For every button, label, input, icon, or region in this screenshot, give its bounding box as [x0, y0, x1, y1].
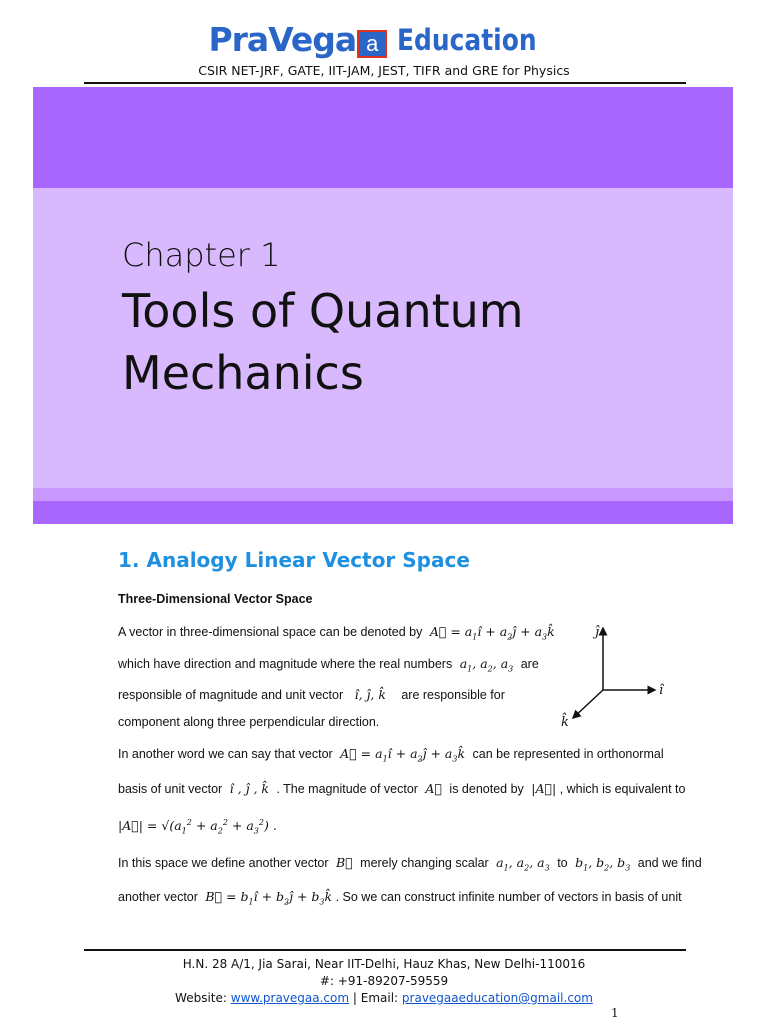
banner-light-strip: [33, 488, 733, 501]
k-label: k̂: [561, 715, 569, 730]
banner-top-band: [33, 87, 733, 188]
brand-logo-box: a: [357, 30, 387, 58]
magnitude-formula: |A⃗| = $√(a_1^2 + a_2^2 + a_3^2)$ .: [118, 818, 277, 836]
i-label: î: [659, 683, 664, 698]
footer-divider: [84, 949, 686, 951]
paragraph-line: which have direction and magnitude where the real numbers $a_1$, $a_2$, $a_3$ are: [118, 656, 539, 674]
chapter-number: Chapter 1: [122, 236, 281, 274]
k-axis: [573, 690, 603, 718]
footer-contact: Website: www.pravegaa.com | Email: pravegaaeducation@gmail.com: [175, 991, 593, 1005]
vector-a-expression: A⃗ = $a_1î$ + $a_2ĵ$ + $a_3k̂$: [425, 624, 555, 642]
j-label: ĵ: [595, 625, 600, 640]
page-number: 1: [611, 1006, 619, 1020]
paragraph-line: another vector B⃗ = $b_1î$ + $b_2ĵ$ + $b_3k̂$ . So we can construct infinite number of vectors in basis of unit: [118, 889, 682, 907]
website-link[interactable]: www.pravegaa.com: [230, 991, 350, 1005]
logo: [0, 20, 768, 64]
unit-vector-axes-diagram: [555, 618, 675, 738]
paragraph-line: responsible of magnitude and unit vector î, ĵ, k̂ are responsible for: [118, 687, 505, 702]
header-divider: [84, 82, 686, 84]
subsection-heading: Three-Dimensional Vector Space: [118, 592, 313, 606]
brand-name: PraVega: [208, 20, 357, 59]
footer-address: H.N. 28 A/1, Jia Sarai, Near IIT-Delhi, Hauz Khas, New Delhi-110016: [182, 957, 586, 971]
paragraph-line: In this space we define another vector B⃗ merely changing scalar $a_1$, $a_2$, $a_3$ to $b_1$, $b_2$, $b_3$ and we find: [118, 855, 702, 873]
chapter-title: Tools of Quantum Mechanics: [122, 284, 524, 400]
paragraph-line: component along three perpendicular direction.: [118, 715, 380, 729]
brand-education: Education: [397, 23, 537, 57]
banner-bottom-band: [33, 501, 733, 524]
paragraph-line: A vector in three-dimensional space can be denoted by A⃗ = $a_1î$ + $a_2ĵ$ + $a_3k̂$: [118, 624, 555, 642]
footer-phone: #: +91-89207-59559: [319, 974, 449, 988]
paragraph-line: In another word we can say that vector A⃗ = $a_1î$ + $a_2ĵ$ + $a_3k̂$ can be represented in orthonormal: [118, 746, 664, 764]
paragraph-line: basis of unit vector î , ĵ , k̂ . The magnitude of vector A⃗ is denoted by |A⃗| , which is equivalent to: [118, 781, 686, 796]
section-heading: 1. Analogy Linear Vector Space: [118, 548, 470, 572]
tagline: CSIR NET-JRF, GATE, IIT-JAM, JEST, TIFR and GRE for Physics: [198, 63, 570, 78]
email-link[interactable]: pravegaaeducation@gmail.com: [401, 991, 593, 1005]
